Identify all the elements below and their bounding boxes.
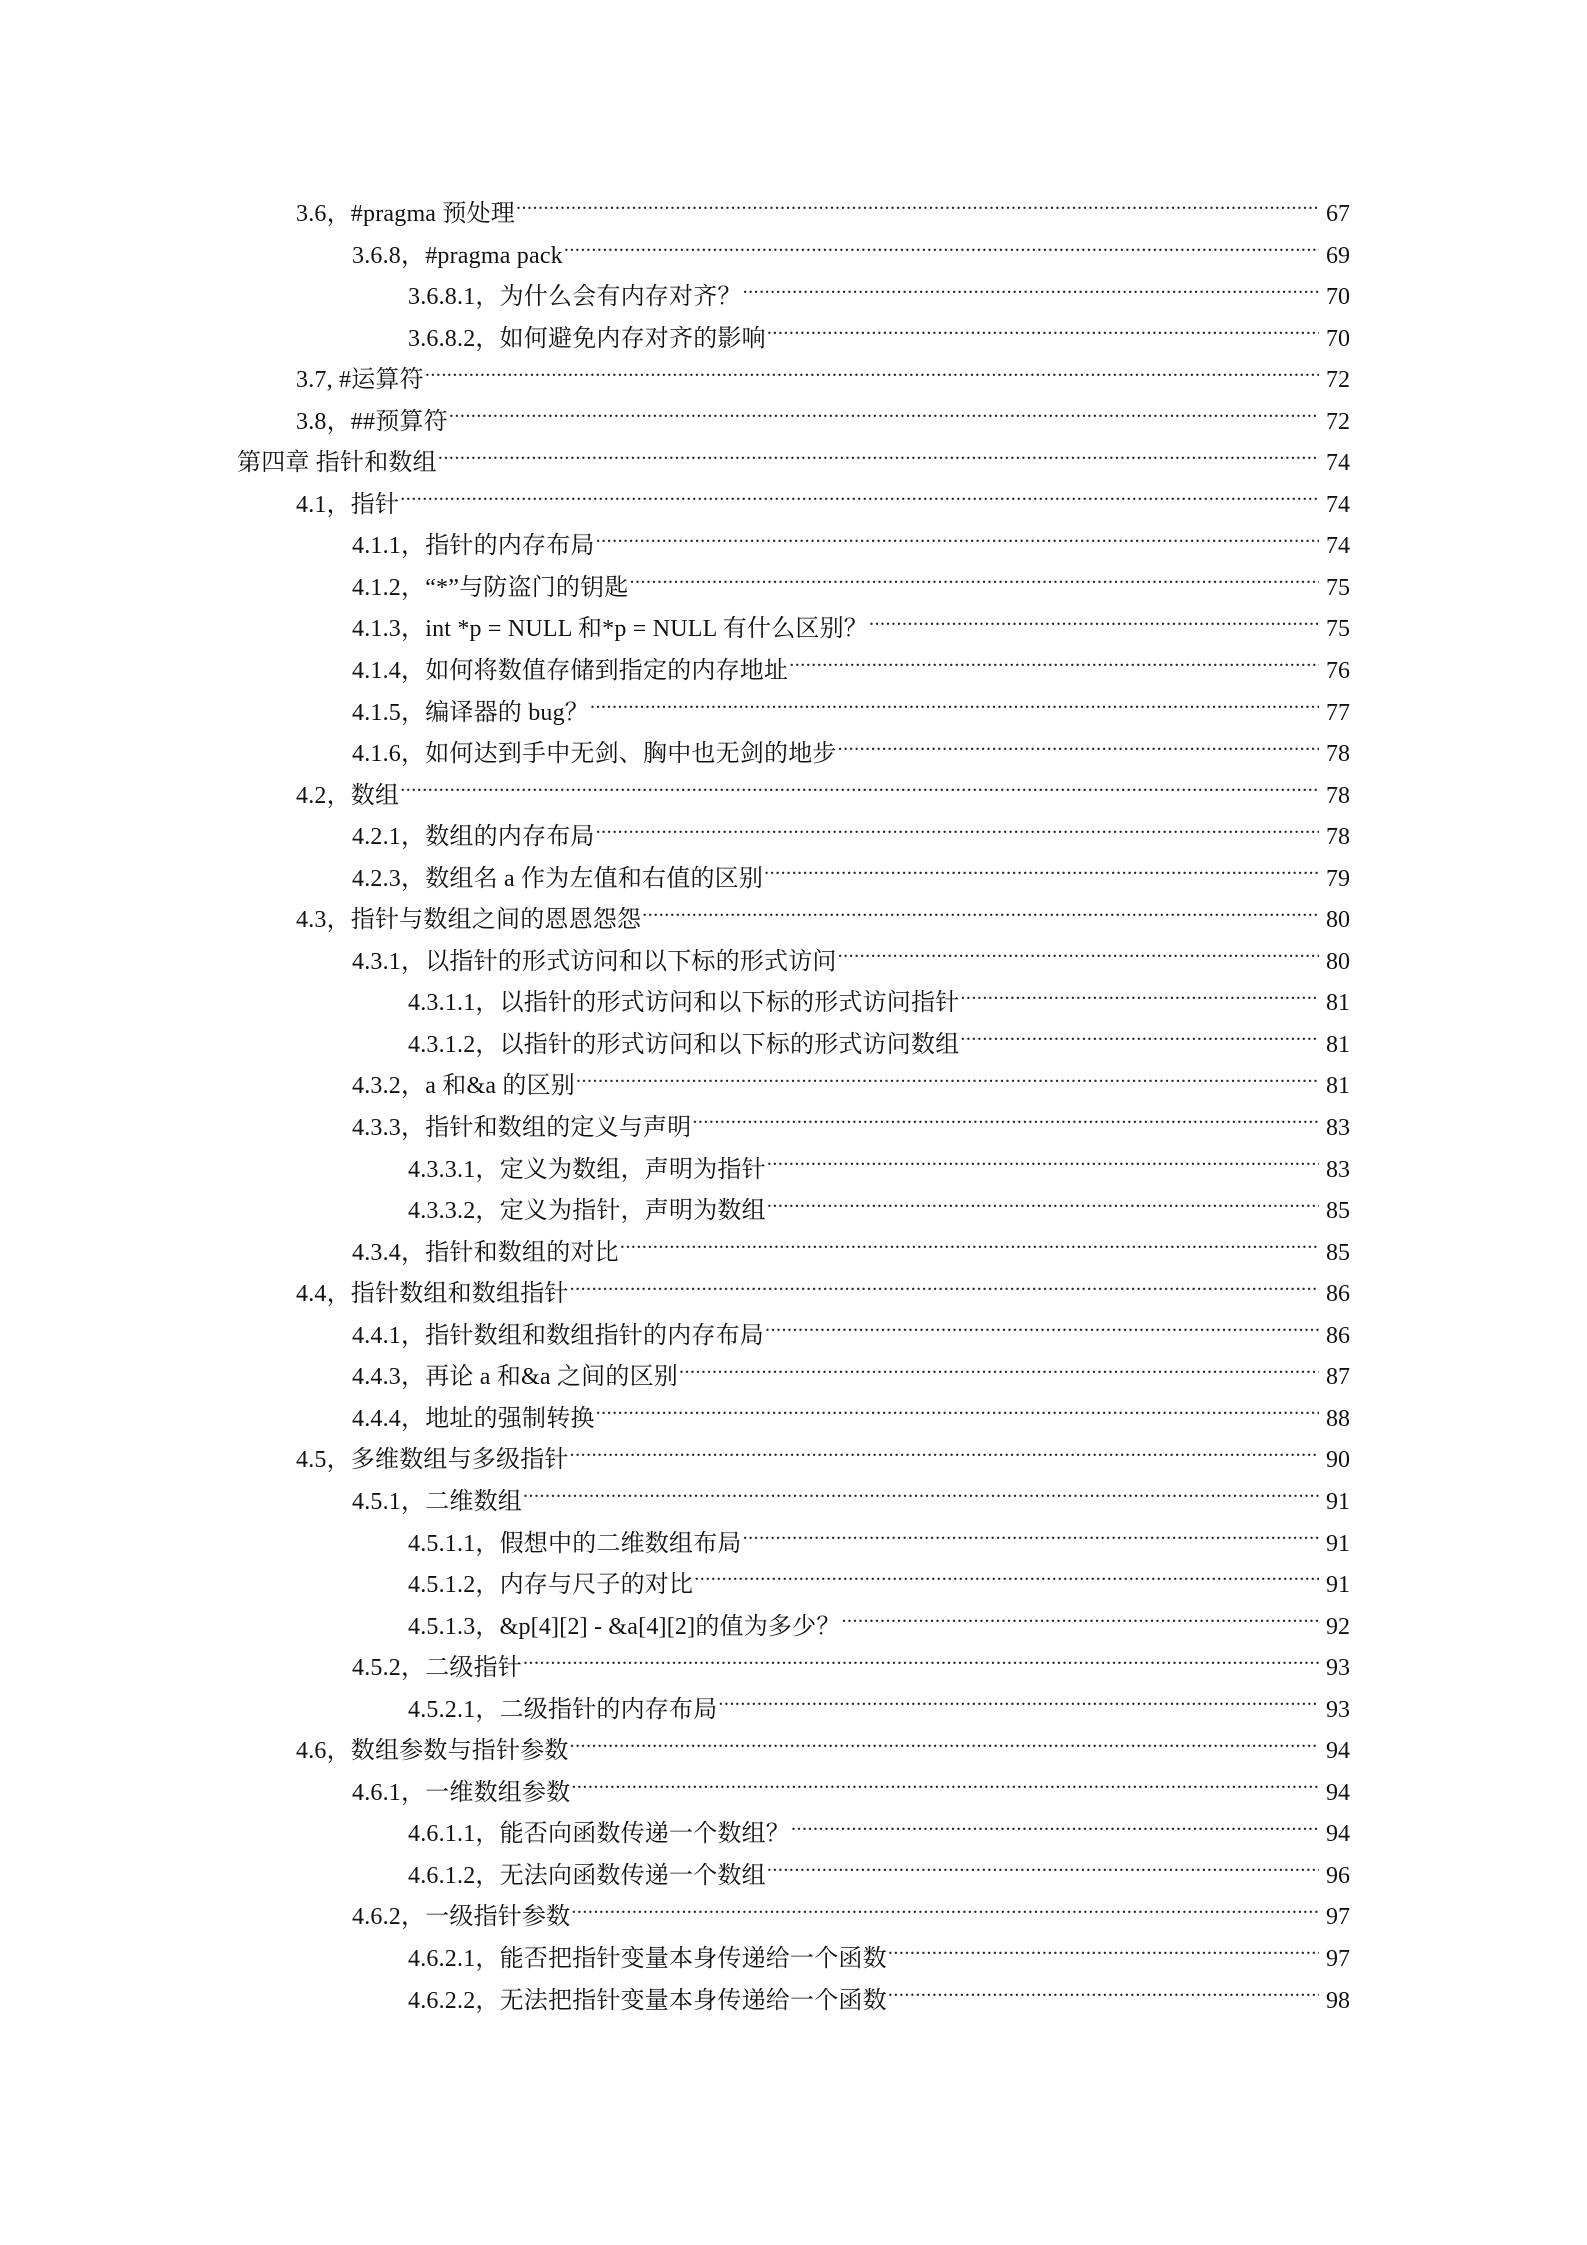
toc-entry-title: 4.4.3，再论 a 和&a 之间的区别: [352, 1364, 678, 1391]
toc-entry-page-number: 94: [1326, 1821, 1350, 1848]
toc-entry[interactable]: [0, 1233, 1587, 1275]
toc-entry[interactable]: [0, 277, 1587, 319]
dot-leader: [449, 405, 1319, 429]
toc-entry-page-number: 70: [1326, 325, 1350, 352]
dot-leader: [694, 1568, 1319, 1592]
dot-leader: [765, 1319, 1319, 1343]
dot-leader: [838, 737, 1319, 761]
toc-entry-page-number: 72: [1326, 367, 1350, 394]
dot-leader: [571, 1776, 1319, 1800]
table-of-contents: [0, 194, 1587, 2022]
toc-entry-page-number: 69: [1326, 242, 1350, 269]
dot-leader: [960, 1028, 1319, 1052]
toc-entry-page-number: 98: [1326, 1987, 1350, 2014]
toc-entry-title: 4.3.3.2，定义为指针，声明为数组: [408, 1198, 766, 1225]
toc-entry-title: 4.1，指针: [296, 491, 400, 518]
toc-entry[interactable]: [0, 526, 1587, 568]
toc-entry-title: 4.6.1，一维数组参数: [352, 1779, 571, 1806]
toc-entry-title: 4.5，多维数组与多级指针: [296, 1447, 569, 1474]
dot-leader: [596, 529, 1319, 553]
toc-entry[interactable]: [0, 1565, 1587, 1607]
toc-entry[interactable]: [0, 194, 1587, 236]
toc-entry-page-number: 90: [1326, 1447, 1350, 1474]
dot-leader: [590, 696, 1319, 720]
dot-leader: [767, 1194, 1319, 1218]
dot-leader: [630, 571, 1319, 595]
dot-leader: [576, 1069, 1319, 1093]
toc-entry[interactable]: [0, 443, 1587, 485]
toc-entry-page-number: 81: [1326, 1073, 1350, 1100]
toc-entry-page-number: 74: [1326, 491, 1350, 518]
toc-entry-page-number: 94: [1326, 1738, 1350, 1765]
toc-entry[interactable]: [0, 1316, 1587, 1358]
toc-entry[interactable]: [0, 1025, 1587, 1067]
toc-entry-title: 4.3.1，以指针的形式访问和以下标的形式访问: [352, 948, 837, 975]
toc-entry-page-number: 80: [1326, 948, 1350, 975]
toc-entry-page-number: 87: [1326, 1364, 1350, 1391]
dot-leader: [570, 1734, 1319, 1758]
toc-entry-title: 3.6，#pragma 预处理: [296, 201, 515, 227]
dot-leader: [789, 654, 1319, 678]
toc-entry-title: 4.6.1.2，无法向函数传递一个数组: [408, 1862, 766, 1889]
toc-entry-title: 4.6.1.1，能否向函数传递一个数组？: [408, 1821, 790, 1848]
toc-entry[interactable]: [0, 651, 1587, 693]
toc-entry[interactable]: [0, 900, 1587, 942]
toc-entry-title: 4.1.3，int *p = NULL 和*p = NULL 有什么区别？: [352, 616, 868, 643]
toc-entry[interactable]: [0, 983, 1587, 1025]
dot-leader: [764, 862, 1319, 886]
dot-leader: [718, 1693, 1319, 1717]
toc-entry-page-number: 79: [1326, 865, 1350, 892]
toc-entry-page-number: 85: [1326, 1239, 1350, 1266]
toc-entry[interactable]: [0, 360, 1587, 402]
toc-entry[interactable]: [0, 693, 1587, 735]
toc-entry[interactable]: [0, 1150, 1587, 1192]
toc-entry-title: 4.3.1.1，以指针的形式访问和以下标的形式访问指针: [408, 990, 960, 1017]
toc-entry-title: 4.1.2，“*”与防盗门的钥匙: [352, 574, 629, 601]
toc-entry-title: 4.2.1，数组的内存布局: [352, 824, 595, 851]
toc-entry-page-number: 91: [1326, 1488, 1350, 1515]
toc-entry-title: 4.4，指针数组和数组指针: [296, 1281, 569, 1308]
dot-leader: [620, 1236, 1319, 1260]
toc-entry[interactable]: [0, 1482, 1587, 1524]
toc-entry[interactable]: [0, 734, 1587, 776]
dot-leader: [400, 488, 1319, 512]
dot-leader: [400, 779, 1319, 803]
toc-entry[interactable]: [0, 1897, 1587, 1939]
toc-entry-title: 4.2，数组: [296, 782, 400, 809]
toc-entry[interactable]: [0, 942, 1587, 984]
toc-entry-page-number: 93: [1326, 1655, 1350, 1682]
toc-entry-title: 4.3.1.2，以指针的形式访问和以下标的形式访问数组: [408, 1031, 960, 1058]
toc-entry[interactable]: [0, 1399, 1587, 1441]
dot-leader: [523, 1485, 1319, 1509]
dot-leader: [888, 1942, 1319, 1966]
toc-entry-title: 3.6.8.2，如何避免内存对齐的影响: [408, 325, 766, 352]
dot-leader: [767, 322, 1319, 346]
toc-entry-page-number: 78: [1326, 741, 1350, 768]
toc-entry[interactable]: [0, 817, 1587, 859]
toc-entry-page-number: 74: [1326, 450, 1350, 477]
dot-leader: [791, 1817, 1319, 1841]
dot-leader: [838, 945, 1319, 969]
toc-entry-page-number: 97: [1326, 1904, 1350, 1931]
toc-entry-page-number: 94: [1326, 1779, 1350, 1806]
toc-entry-page-number: 93: [1326, 1696, 1350, 1723]
toc-entry[interactable]: [0, 1773, 1587, 1815]
dot-leader: [516, 197, 1319, 221]
toc-entry[interactable]: [0, 1108, 1587, 1150]
dot-leader: [679, 1360, 1319, 1384]
toc-entry-page-number: 88: [1326, 1405, 1350, 1432]
toc-entry-page-number: 96: [1326, 1862, 1350, 1889]
toc-entry-title: 4.5.1.2，内存与尺子的对比: [408, 1572, 694, 1599]
toc-entry-page-number: 91: [1326, 1530, 1350, 1557]
dot-leader: [564, 239, 1319, 263]
toc-entry-title: 4.3.3，指针和数组的定义与声明: [352, 1115, 692, 1142]
toc-entry-title: 4.4.1，指针数组和数组指针的内存布局: [352, 1322, 764, 1349]
toc-entry-title: 4.1.6，如何达到手中无剑、胸中也无剑的地步: [352, 741, 837, 768]
toc-entry-title: 4.4.4，地址的强制转换: [352, 1405, 595, 1432]
toc-entry[interactable]: [0, 1690, 1587, 1732]
toc-entry-title: 4.1.5，编译器的 bug？: [352, 699, 589, 726]
toc-entry[interactable]: [0, 1440, 1587, 1482]
toc-entry-page-number: 67: [1326, 201, 1350, 227]
toc-entry[interactable]: [0, 776, 1587, 818]
dot-leader: [571, 1900, 1319, 1924]
toc-entry[interactable]: [0, 1856, 1587, 1898]
dot-leader: [570, 1443, 1319, 1467]
toc-entry-title: 4.5.1，二维数组: [352, 1488, 522, 1515]
toc-entry-title: 4.5.2，二级指针: [352, 1655, 522, 1682]
toc-entry-page-number: 86: [1326, 1322, 1350, 1349]
toc-entry-title: 4.1.1，指针的内存布局: [352, 533, 595, 560]
toc-entry-title: 4.3，指针与数组之间的恩恩怨怨: [296, 907, 642, 934]
toc-entry-page-number: 72: [1326, 408, 1350, 435]
toc-entry-page-number: 70: [1326, 284, 1350, 311]
toc-entry-title: 4.6，数组参数与指针参数: [296, 1738, 569, 1765]
dot-leader: [743, 280, 1319, 304]
dot-leader: [570, 1277, 1319, 1301]
toc-entry[interactable]: [0, 402, 1587, 444]
dot-leader: [743, 1527, 1319, 1551]
toc-entry-title: 4.3.4，指针和数组的对比: [352, 1239, 619, 1266]
toc-entry[interactable]: [0, 1191, 1587, 1233]
toc-entry-page-number: 85: [1326, 1198, 1350, 1225]
dot-leader: [523, 1651, 1319, 1675]
toc-entry-title: 4.2.3，数组名 a 作为左值和右值的区别: [352, 865, 764, 892]
toc-entry-page-number: 81: [1326, 1031, 1350, 1058]
toc-entry[interactable]: [0, 1939, 1587, 1981]
toc-entry-title: 3.6.8，#pragma pack: [352, 242, 563, 269]
toc-entry[interactable]: [0, 1357, 1587, 1399]
toc-entry-title: 4.6.2.2，无法把指针变量本身传递给一个函数: [408, 1987, 887, 2014]
toc-entry[interactable]: [0, 1731, 1587, 1773]
toc-entry-page-number: 81: [1326, 990, 1350, 1017]
toc-entry-title: 4.3.3.1，定义为数组，声明为指针: [408, 1156, 766, 1183]
toc-entry-page-number: 78: [1326, 824, 1350, 851]
dot-leader: [438, 446, 1319, 470]
toc-entry-title: 4.5.1.3，&p[4][2] - &a[4][2]的值为多少？: [408, 1613, 841, 1640]
toc-entry-page-number: 77: [1326, 699, 1350, 726]
toc-entry-page-number: 83: [1326, 1156, 1350, 1183]
dot-leader: [692, 1111, 1319, 1135]
toc-entry-title: 3.8，##预算符: [296, 408, 448, 435]
toc-entry[interactable]: [0, 236, 1587, 278]
dot-leader: [960, 986, 1319, 1010]
toc-entry[interactable]: [0, 1066, 1587, 1108]
dot-leader: [425, 363, 1319, 387]
toc-entry-page-number: 86: [1326, 1281, 1350, 1308]
toc-entry[interactable]: [0, 568, 1587, 610]
toc-entry-title: 4.1.4，如何将数值存储到指定的内存地址: [352, 658, 789, 685]
toc-entry-title: 4.6.2.1，能否把指针变量本身传递给一个函数: [408, 1945, 887, 1972]
dot-leader: [596, 820, 1319, 844]
toc-entry[interactable]: [0, 319, 1587, 361]
toc-entry-page-number: 75: [1326, 574, 1350, 601]
toc-entry-page-number: 83: [1326, 1115, 1350, 1142]
toc-entry-title: 4.5.2.1，二级指针的内存布局: [408, 1696, 718, 1723]
toc-entry-title: 4.3.2，a 和&a 的区别: [352, 1073, 575, 1100]
toc-entry-page-number: 75: [1326, 616, 1350, 643]
toc-entry-title: 3.7, #运算符: [296, 367, 424, 394]
dot-leader: [642, 903, 1319, 927]
toc-entry[interactable]: [0, 859, 1587, 901]
toc-entry-page-number: 78: [1326, 782, 1350, 809]
toc-entry-title: 第四章 指针和数组: [237, 450, 437, 477]
toc-entry-page-number: 97: [1326, 1945, 1350, 1972]
toc-entry-page-number: 92: [1326, 1613, 1350, 1640]
toc-entry-page-number: 76: [1326, 658, 1350, 685]
toc-entry[interactable]: [0, 1648, 1587, 1690]
toc-entry[interactable]: [0, 1274, 1587, 1316]
dot-leader: [869, 612, 1319, 636]
toc-entry-page-number: 74: [1326, 533, 1350, 560]
toc-entry-page-number: 80: [1326, 907, 1350, 934]
dot-leader: [842, 1610, 1319, 1634]
toc-entry[interactable]: [0, 1524, 1587, 1566]
toc-entry[interactable]: [0, 1814, 1587, 1856]
dot-leader: [767, 1153, 1319, 1177]
toc-entry-title: 4.5.1.1，假想中的二维数组布局: [408, 1530, 742, 1557]
toc-entry-title: 4.6.2，一级指针参数: [352, 1904, 571, 1931]
toc-entry-title: 3.6.8.1，为什么会有内存对齐？: [408, 284, 742, 311]
dot-leader: [888, 1984, 1319, 2008]
dot-leader: [596, 1402, 1319, 1426]
toc-entry[interactable]: [0, 609, 1587, 651]
toc-entry[interactable]: [0, 1607, 1587, 1649]
toc-entry-page-number: 91: [1326, 1572, 1350, 1599]
dot-leader: [767, 1859, 1319, 1883]
toc-entry[interactable]: [0, 1981, 1587, 2023]
toc-entry[interactable]: [0, 485, 1587, 527]
